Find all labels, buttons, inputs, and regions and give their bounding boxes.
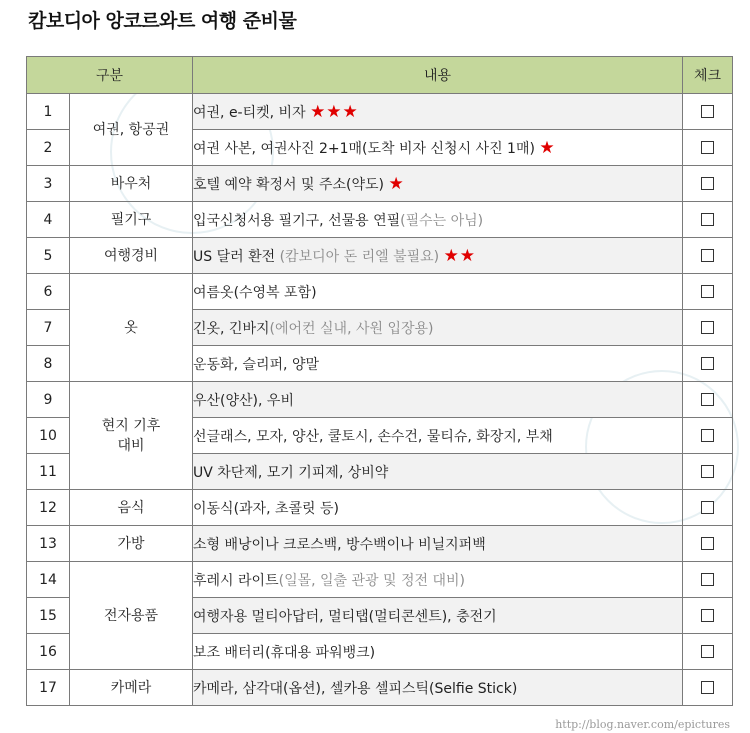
checkbox[interactable]	[701, 609, 714, 622]
item-text: UV 차단제, 모기 기피제, 상비약	[193, 464, 389, 481]
table-row	[27, 238, 733, 274]
row-check-cell	[683, 238, 733, 274]
row-check-cell	[683, 670, 733, 706]
row-number: 13	[27, 526, 70, 562]
category-line: 대비	[117, 437, 145, 454]
row-number: 14	[27, 562, 70, 598]
row-content	[193, 94, 683, 130]
row-number: 3	[27, 166, 70, 202]
checkbox[interactable]	[701, 213, 714, 226]
item-text: 긴옷, 긴바지	[193, 320, 270, 337]
row-number: 16	[27, 634, 70, 670]
item-text: 우산(양산), 우비	[193, 392, 294, 409]
row-content	[193, 490, 683, 526]
row-content	[193, 562, 683, 598]
table-row	[27, 202, 733, 238]
category-line: 현지 기후	[101, 417, 161, 434]
checkbox[interactable]	[701, 285, 714, 298]
row-category: 바우처	[70, 166, 193, 202]
page-title: 캄보디아 앙코르와트 여행 준비물	[28, 10, 297, 32]
item-text: 보조 배터리(휴대용 파워뱅크)	[193, 644, 376, 661]
row-content	[193, 526, 683, 562]
row-number: 8	[27, 346, 70, 382]
row-content	[193, 202, 683, 238]
row-category: 여행경비	[70, 238, 193, 274]
header-category: 구분	[27, 57, 193, 94]
item-text: 이동식(과자, 초콜릿 등)	[193, 500, 339, 517]
table-row	[27, 670, 733, 706]
item-text: 입국신청서용 필기구, 선물용 연필	[193, 212, 401, 229]
checkbox[interactable]	[701, 321, 714, 334]
header-content: 내용	[193, 57, 683, 94]
checkbox[interactable]	[701, 429, 714, 442]
row-check-cell	[683, 562, 733, 598]
row-number: 11	[27, 454, 70, 490]
row-number: 5	[27, 238, 70, 274]
row-content	[193, 418, 683, 454]
row-category: 카메라	[70, 670, 193, 706]
item-note: (필수는 아님)	[400, 212, 484, 229]
table-row	[27, 526, 733, 562]
row-category: 음식	[70, 490, 193, 526]
blog-watermark: http://blog.naver.com/epictures	[555, 718, 730, 731]
item-note: (일몰, 일출 관광 및 정전 대비)	[278, 572, 465, 589]
checkbox[interactable]	[701, 393, 714, 406]
row-check-cell	[683, 166, 733, 202]
row-check-cell	[683, 130, 733, 166]
table-row	[27, 274, 733, 310]
item-text: 여행자용 멀티아답터, 멀티탭(멀티콘센트), 충전기	[193, 608, 497, 625]
table-row	[27, 382, 733, 418]
row-content	[193, 346, 683, 382]
row-check-cell	[683, 490, 733, 526]
checkbox[interactable]	[701, 357, 714, 370]
item-text: 호텔 예약 확정서 및 주소(약도)	[193, 176, 389, 193]
header-check: 체크	[683, 57, 733, 94]
row-content	[193, 454, 683, 490]
row-check-cell	[683, 418, 733, 454]
row-content	[193, 238, 683, 274]
row-number: 9	[27, 382, 70, 418]
checkbox[interactable]	[701, 573, 714, 586]
item-text: 여권 사본, 여권사진 2+1매(도착 비자 신청시 사진 1매)	[193, 140, 540, 157]
row-check-cell	[683, 310, 733, 346]
checklist-table	[26, 56, 733, 706]
row-number: 4	[27, 202, 70, 238]
row-number: 12	[27, 490, 70, 526]
table-header-row	[27, 57, 733, 94]
row-check-cell	[683, 634, 733, 670]
item-text: 소형 배낭이나 크로스백, 방수백이나 비닐지퍼백	[193, 536, 486, 553]
checkbox[interactable]	[701, 141, 714, 154]
row-content	[193, 130, 683, 166]
checkbox[interactable]	[701, 177, 714, 190]
checkbox[interactable]	[701, 501, 714, 514]
row-content	[193, 382, 683, 418]
row-content	[193, 310, 683, 346]
row-check-cell	[683, 274, 733, 310]
row-content	[193, 634, 683, 670]
table-row	[27, 562, 733, 598]
row-number: 15	[27, 598, 70, 634]
row-content	[193, 598, 683, 634]
item-note: (캄보디아 돈 리엘 불필요)	[279, 248, 444, 265]
table-row	[27, 166, 733, 202]
row-check-cell	[683, 94, 733, 130]
row-content	[193, 166, 683, 202]
row-content	[193, 670, 683, 706]
checkbox[interactable]	[701, 105, 714, 118]
row-category: 필기구	[70, 202, 193, 238]
row-category	[70, 382, 193, 490]
row-category: 가방	[70, 526, 193, 562]
item-text: 카메라, 삼각대(옵션), 셀카용 셀피스틱(Selfie Stick)	[193, 680, 518, 697]
row-check-cell	[683, 454, 733, 490]
row-check-cell	[683, 382, 733, 418]
checkbox[interactable]	[701, 249, 714, 262]
row-check-cell	[683, 598, 733, 634]
row-number: 17	[27, 670, 70, 706]
row-check-cell	[683, 526, 733, 562]
item-text: 선글래스, 모자, 양산, 쿨토시, 손수건, 물티슈, 화장지, 부채	[193, 428, 553, 445]
row-check-cell	[683, 202, 733, 238]
checkbox[interactable]	[701, 681, 714, 694]
priority-star-icon: ★★	[443, 245, 477, 266]
priority-star-icon: ★	[539, 137, 556, 158]
row-number: 10	[27, 418, 70, 454]
row-category: 여권, 항공권	[70, 94, 193, 166]
priority-star-icon: ★	[388, 173, 405, 194]
table-row	[27, 94, 733, 130]
row-number: 1	[27, 94, 70, 130]
checkbox[interactable]	[701, 645, 714, 658]
item-text: 후레시 라이트	[193, 572, 279, 589]
table-row	[27, 490, 733, 526]
checkbox[interactable]	[701, 537, 714, 550]
row-number: 6	[27, 274, 70, 310]
row-number: 7	[27, 310, 70, 346]
row-number: 2	[27, 130, 70, 166]
item-note: (에어컨 실내, 사원 입장용)	[269, 320, 434, 337]
row-check-cell	[683, 346, 733, 382]
checkbox[interactable]	[701, 465, 714, 478]
priority-star-icon: ★★★	[310, 101, 359, 122]
row-category: 옷	[70, 274, 193, 382]
item-text: US 달러 환전	[193, 248, 280, 265]
item-text: 여름옷(수영복 포함)	[193, 284, 317, 301]
item-text: 운동화, 슬리퍼, 양말	[193, 356, 319, 373]
row-category: 전자용품	[70, 562, 193, 670]
item-text: 여권, e-티켓, 비자	[193, 104, 311, 121]
row-content	[193, 274, 683, 310]
